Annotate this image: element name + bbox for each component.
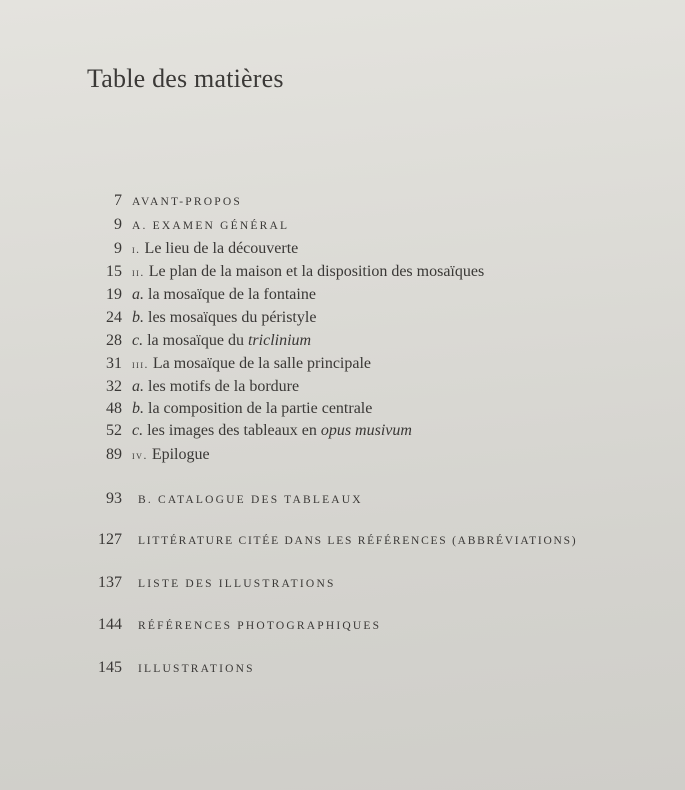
toc-page-number: 144 [98, 616, 122, 633]
toc-page-number: 7 [114, 192, 122, 209]
toc-entry-bordure [0, 374, 685, 396]
toc-entry-references-photographiques [0, 612, 685, 634]
toc-entry-epilogue [0, 442, 685, 464]
toc-entry-title: la composition de la partie centrale [148, 400, 373, 417]
toc-entry-label: A. EXAMEN GÉNÉRAL [132, 220, 290, 232]
toc-entry-label [132, 263, 484, 281]
toc-page-number: 52 [106, 422, 122, 439]
toc-page-number: 9 [114, 240, 122, 257]
toc-page-number: 28 [106, 332, 122, 349]
toc-page-number: 32 [106, 378, 122, 395]
toc-entry-label [132, 240, 298, 258]
toc-entry-label [132, 355, 371, 373]
toc-entry-images-tableaux [0, 418, 685, 440]
toc-entry-litterature [0, 527, 685, 549]
toc-entry-label [132, 446, 210, 464]
toc-entry-label: LISTE DES ILLUSTRATIONS [138, 578, 336, 590]
toc-page-number: 127 [98, 531, 122, 548]
toc-entry-prefix: c. [132, 332, 144, 349]
toc-entry-title: Le lieu de la découverte [144, 240, 299, 257]
toc-page-number: 31 [106, 355, 122, 372]
toc-entry-fontaine [0, 282, 685, 304]
toc-entry-liste-illustrations [0, 570, 685, 592]
toc-entry-label [132, 309, 316, 327]
toc-entry-label: B. CATALOGUE DES TABLEAUX [138, 494, 363, 506]
toc-entry-label [132, 286, 316, 304]
toc-entry-prefix: b. [132, 400, 144, 417]
toc-page-number: 93 [106, 490, 122, 507]
toc-entry-title: la mosaïque du [147, 332, 244, 349]
toc-entry-prefix: i. [132, 244, 141, 256]
toc-entry-prefix: iv. [132, 450, 148, 462]
toc-page-number: 24 [106, 309, 122, 326]
toc-page-number: 9 [114, 216, 122, 233]
toc-entry-italic: opus musivum [320, 422, 412, 439]
toc-entry-avant-propos [0, 188, 685, 210]
toc-entry-label [132, 332, 311, 350]
toc-entry-prefix: a. [132, 378, 144, 395]
toc-entry-salle-principale [0, 351, 685, 373]
toc-entry-illustrations [0, 655, 685, 677]
toc-entry-prefix: ii. [132, 267, 145, 279]
toc-entry-italic: triclinium [247, 332, 312, 349]
toc-page-number: 15 [106, 263, 122, 280]
toc-entry-label [132, 422, 412, 440]
toc-entry-title: les motifs de la bordure [148, 378, 300, 395]
toc-entry-examen-general [0, 212, 685, 234]
toc-entry-peristyle [0, 305, 685, 327]
toc-entry-lieu-decouverte [0, 236, 685, 258]
toc-entry-prefix: c. [132, 422, 144, 439]
toc-page-number: 89 [106, 446, 122, 463]
toc-entry-prefix: iii. [132, 359, 149, 371]
toc-page-number: 19 [106, 286, 122, 303]
toc-entry-prefix: a. [132, 286, 144, 303]
toc-entry-plan-maison [0, 259, 685, 281]
toc-entry-title: la mosaïque de la fontaine [148, 286, 316, 303]
toc-page-number: 137 [98, 574, 122, 591]
toc-entry-title: les images des tableaux en [147, 422, 317, 439]
toc-entry-label: RÉFÉRENCES PHOTOGRAPHIQUES [138, 620, 382, 632]
toc-entry-title: Epilogue [151, 446, 210, 463]
toc-entry-label [132, 378, 299, 396]
toc-entry-title: La mosaïque de la salle principale [152, 355, 372, 372]
toc-entry-catalogue [0, 486, 685, 508]
page-title: Table des matières [87, 64, 284, 93]
toc-page-number: 48 [106, 400, 122, 417]
toc-entry-title: Le plan de la maison et la disposition des mosaïques [148, 263, 485, 280]
toc-entry-label: LITTÉRATURE CITÉE DANS LES RÉFÉRENCES (ABBRÉVIATIONS) [138, 535, 578, 547]
toc-entry-triclinium [0, 328, 685, 350]
toc-page-number: 145 [98, 659, 122, 676]
toc-entry-title: les mosaïques du péristyle [148, 309, 317, 326]
toc-entry-label [132, 400, 372, 418]
toc-entry-label: AVANT-PROPOS [132, 196, 242, 208]
toc-entry-label: ILLUSTRATIONS [138, 663, 255, 675]
toc-entry-prefix: b. [132, 309, 144, 326]
toc-entry-composition [0, 396, 685, 418]
